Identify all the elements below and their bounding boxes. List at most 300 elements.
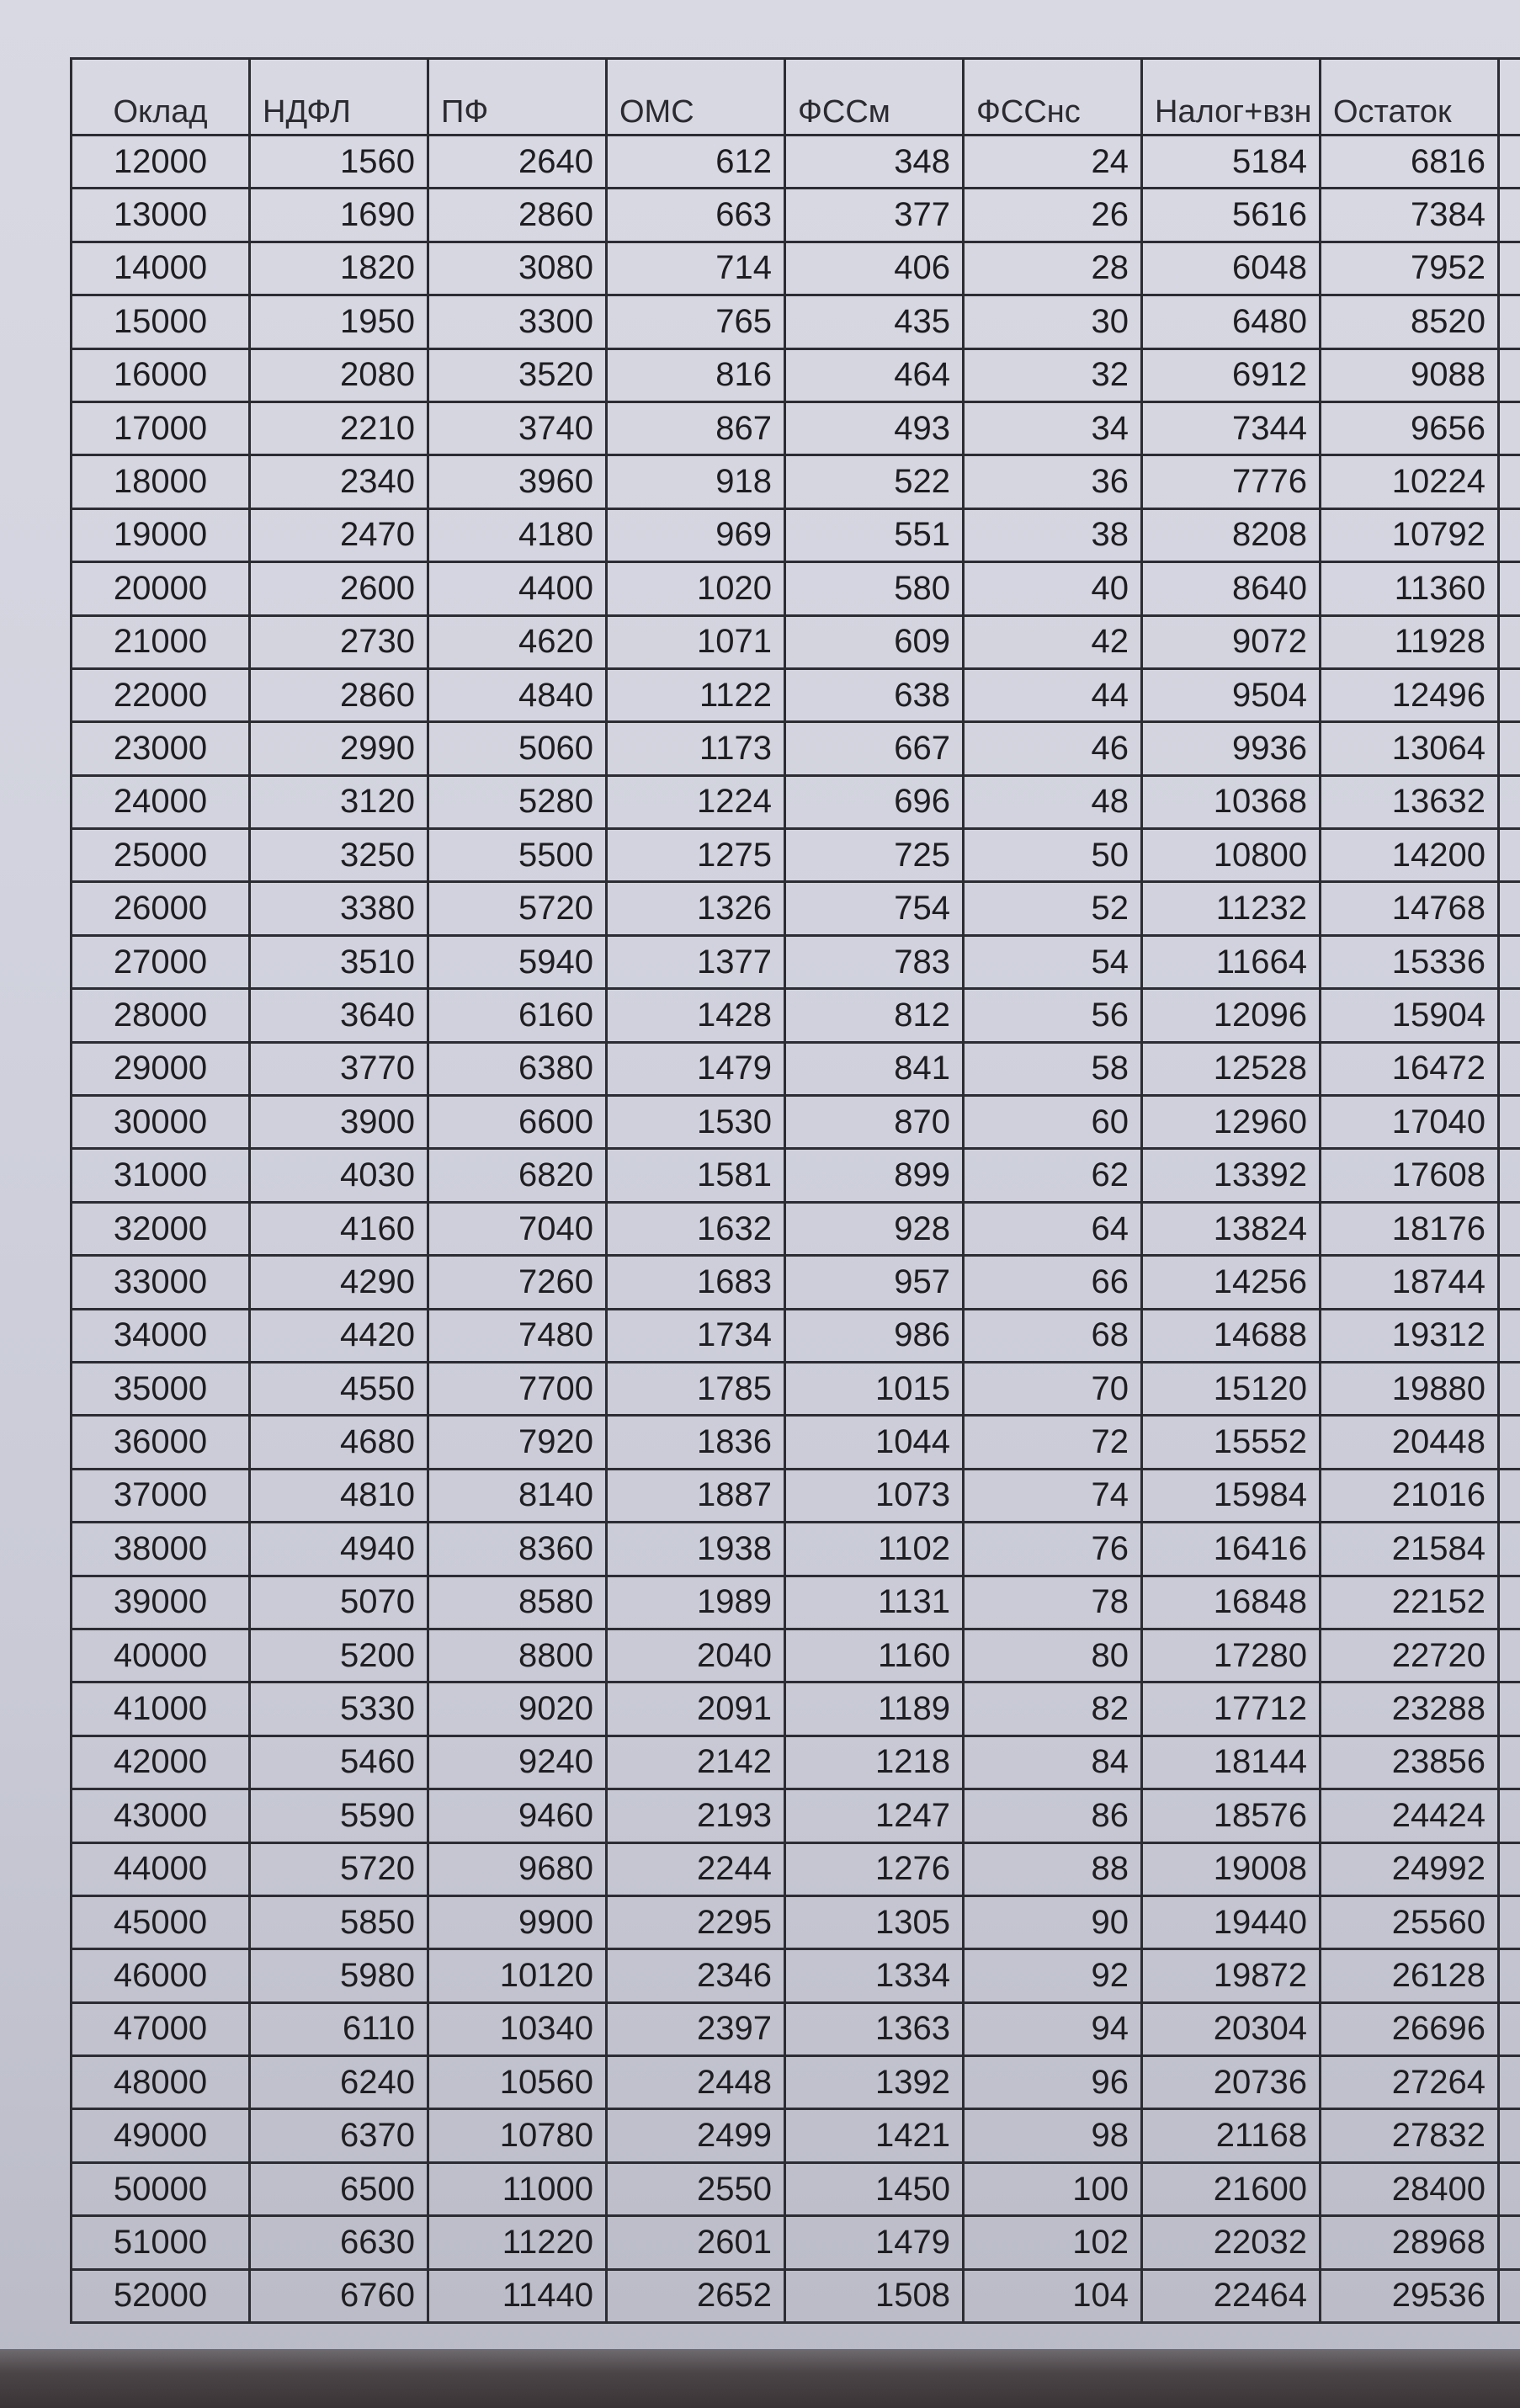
column-header-cropped xyxy=(1499,59,1520,136)
table-cell: 9936 xyxy=(1142,722,1321,775)
table-cell: 867 xyxy=(607,401,785,454)
table-cell: 1690 xyxy=(250,189,428,242)
table-cell: 9240 xyxy=(428,1736,607,1789)
table-cell: 1392 xyxy=(785,2056,964,2109)
table-cell: 28400 xyxy=(1321,2162,1499,2215)
table-cell: 32000 xyxy=(72,1202,250,1255)
table-cell: 3120 xyxy=(250,775,428,828)
table-cell: 9020 xyxy=(428,1682,607,1736)
table-cell: 2470 xyxy=(250,508,428,561)
table-cell: 10780 xyxy=(428,2109,607,2162)
table-cell-cropped xyxy=(1499,1469,1520,1522)
table-cell: 1218 xyxy=(785,1736,964,1789)
table-cell: 44 xyxy=(964,668,1142,721)
table-row xyxy=(72,1682,1520,1736)
table-cell: 84 xyxy=(964,1736,1142,1789)
table-cell: 1275 xyxy=(607,829,785,882)
table-cell: 78 xyxy=(964,1576,1142,1629)
table-cell: 2601 xyxy=(607,2216,785,2269)
table-cell: 38000 xyxy=(72,1523,250,1576)
table-row xyxy=(72,1362,1520,1415)
table-cell: 18144 xyxy=(1142,1736,1321,1789)
table-cell: 765 xyxy=(607,295,785,348)
table-cell-cropped xyxy=(1499,668,1520,721)
table-cell: 15552 xyxy=(1142,1416,1321,1469)
table-row xyxy=(72,1789,1520,1842)
table-cell-cropped xyxy=(1499,1096,1520,1149)
table-cell: 7776 xyxy=(1142,455,1321,508)
table-row xyxy=(72,1949,1520,2002)
table-cell: 12000 xyxy=(72,136,250,189)
table-body xyxy=(72,136,1520,2323)
table-cell: 4290 xyxy=(250,1256,428,1309)
table-cell: 1734 xyxy=(607,1309,785,1362)
table-cell: 435 xyxy=(785,295,964,348)
table-cell: 5720 xyxy=(428,882,607,935)
table-cell: 2730 xyxy=(250,615,428,668)
table-cell: 12496 xyxy=(1321,668,1499,721)
table-cell: 20736 xyxy=(1142,2056,1321,2109)
table-cell: 15904 xyxy=(1321,989,1499,1042)
table-cell-cropped xyxy=(1499,1523,1520,1576)
table-cell: 6240 xyxy=(250,2056,428,2109)
table-cell: 18000 xyxy=(72,455,250,508)
table-cell: 8800 xyxy=(428,1629,607,1682)
table-cell: 11232 xyxy=(1142,882,1321,935)
table-cell: 18176 xyxy=(1321,1202,1499,1255)
table-cell: 1785 xyxy=(607,1362,785,1415)
table-cell: 31000 xyxy=(72,1149,250,1202)
table-cell: 19008 xyxy=(1142,1842,1321,1895)
table-cell: 90 xyxy=(964,1895,1142,1948)
table-row xyxy=(72,935,1520,988)
table-cell: 40 xyxy=(964,562,1142,615)
table-cell: 6912 xyxy=(1142,348,1321,401)
table-cell: 1632 xyxy=(607,1202,785,1255)
table-cell: 2397 xyxy=(607,2002,785,2055)
table-cell: 19312 xyxy=(1321,1309,1499,1362)
table-cell: 1530 xyxy=(607,1096,785,1149)
table-cell: 11664 xyxy=(1142,935,1321,988)
table-cell: 7952 xyxy=(1321,242,1499,295)
table-cell: 52 xyxy=(964,882,1142,935)
table-cell: 899 xyxy=(785,1149,964,1202)
column-header-accident-insurance: ФССнс xyxy=(964,59,1142,136)
table-cell: 12960 xyxy=(1142,1096,1321,1149)
table-cell: 22032 xyxy=(1142,2216,1321,2269)
table-cell: 13824 xyxy=(1142,1202,1321,1255)
table-cell: 29536 xyxy=(1321,2269,1499,2322)
table-cell: 493 xyxy=(785,401,964,454)
table-cell: 2550 xyxy=(607,2162,785,2215)
table-cell-cropped xyxy=(1499,562,1520,615)
table-cell: 5720 xyxy=(250,1842,428,1895)
table-cell-cropped xyxy=(1499,2056,1520,2109)
table-cell: 36000 xyxy=(72,1416,250,1469)
table-row xyxy=(72,989,1520,1042)
table-cell: 5330 xyxy=(250,1682,428,1736)
background-edge xyxy=(0,2349,1520,2408)
table-cell: 928 xyxy=(785,1202,964,1255)
table-cell: 2244 xyxy=(607,1842,785,1895)
table-cell-cropped xyxy=(1499,935,1520,988)
table-cell: 62 xyxy=(964,1149,1142,1202)
table-cell: 9088 xyxy=(1321,348,1499,401)
table-cell: 86 xyxy=(964,1789,1142,1842)
table-cell: 2040 xyxy=(607,1629,785,1682)
table-row xyxy=(72,2056,1520,2109)
table-cell: 5500 xyxy=(428,829,607,882)
table-cell: 5850 xyxy=(250,1895,428,1948)
table-cell: 1073 xyxy=(785,1469,964,1522)
column-header-income-tax: НДФЛ xyxy=(250,59,428,136)
table-row xyxy=(72,2269,1520,2322)
table-cell: 2600 xyxy=(250,562,428,615)
table-cell: 14688 xyxy=(1142,1309,1321,1362)
table-cell: 1450 xyxy=(785,2162,964,2215)
table-cell: 1377 xyxy=(607,935,785,988)
table-cell: 20448 xyxy=(1321,1416,1499,1469)
table-cell: 23288 xyxy=(1321,1682,1499,1736)
table-cell: 27832 xyxy=(1321,2109,1499,2162)
table-cell: 754 xyxy=(785,882,964,935)
table-cell: 22000 xyxy=(72,668,250,721)
table-row xyxy=(72,1149,1520,1202)
table-cell: 3520 xyxy=(428,348,607,401)
table-cell: 1421 xyxy=(785,2109,964,2162)
table-cell: 4680 xyxy=(250,1416,428,1469)
table-cell: 4400 xyxy=(428,562,607,615)
table-cell: 19872 xyxy=(1142,1949,1321,2002)
table-cell: 4840 xyxy=(428,668,607,721)
table-cell-cropped xyxy=(1499,1042,1520,1095)
table-cell: 1044 xyxy=(785,1416,964,1469)
table-cell: 5184 xyxy=(1142,136,1321,189)
table-cell-cropped xyxy=(1499,2162,1520,2215)
table-cell: 8580 xyxy=(428,1576,607,1629)
table-cell: 6380 xyxy=(428,1042,607,1095)
table-cell: 1020 xyxy=(607,562,785,615)
table-cell: 21016 xyxy=(1321,1469,1499,1522)
table-cell: 102 xyxy=(964,2216,1142,2269)
table-cell: 7040 xyxy=(428,1202,607,1255)
table-cell: 7384 xyxy=(1321,189,1499,242)
table-cell: 6600 xyxy=(428,1096,607,1149)
table-cell: 18744 xyxy=(1321,1256,1499,1309)
table-cell: 6500 xyxy=(250,2162,428,2215)
table-cell: 4030 xyxy=(250,1149,428,1202)
table-cell: 68 xyxy=(964,1309,1142,1362)
table-cell: 17712 xyxy=(1142,1682,1321,1736)
table-cell: 46000 xyxy=(72,1949,250,2002)
table-cell: 5616 xyxy=(1142,189,1321,242)
table-cell: 957 xyxy=(785,1256,964,1309)
table-row xyxy=(72,775,1520,828)
table-cell: 58 xyxy=(964,1042,1142,1095)
table-cell: 2080 xyxy=(250,348,428,401)
table-cell: 51000 xyxy=(72,2216,250,2269)
table-row xyxy=(72,2162,1520,2215)
table-row xyxy=(72,1202,1520,1255)
table-cell-cropped xyxy=(1499,1202,1520,1255)
table-row xyxy=(72,668,1520,721)
table-cell: 19000 xyxy=(72,508,250,561)
table-cell: 1820 xyxy=(250,242,428,295)
table-cell: 3960 xyxy=(428,455,607,508)
column-header-tax-plus-contributions: Налог+взн xyxy=(1142,59,1321,136)
table-cell: 7700 xyxy=(428,1362,607,1415)
table-cell: 841 xyxy=(785,1042,964,1095)
table-cell: 9680 xyxy=(428,1842,607,1895)
table-row xyxy=(72,1736,1520,1789)
table-cell: 1938 xyxy=(607,1523,785,1576)
table-cell: 13000 xyxy=(72,189,250,242)
table-cell: 696 xyxy=(785,775,964,828)
table-cell: 6048 xyxy=(1142,242,1321,295)
table-cell: 38 xyxy=(964,508,1142,561)
table-row xyxy=(72,136,1520,189)
table-cell: 10120 xyxy=(428,1949,607,2002)
table-cell: 52000 xyxy=(72,2269,250,2322)
table-cell: 6370 xyxy=(250,2109,428,2162)
table-cell: 551 xyxy=(785,508,964,561)
table-cell: 5980 xyxy=(250,1949,428,2002)
table-cell-cropped xyxy=(1499,2269,1520,2322)
table-cell: 17608 xyxy=(1321,1149,1499,1202)
table-cell-cropped xyxy=(1499,2109,1520,2162)
table-cell: 70 xyxy=(964,1362,1142,1415)
table-row xyxy=(72,722,1520,775)
table-cell-cropped xyxy=(1499,401,1520,454)
table-cell: 46 xyxy=(964,722,1142,775)
table-cell: 1334 xyxy=(785,1949,964,2002)
table-cell: 580 xyxy=(785,562,964,615)
table-cell: 3380 xyxy=(250,882,428,935)
table-row xyxy=(72,2216,1520,2269)
table-cell: 26128 xyxy=(1321,1949,1499,2002)
table-cell: 17280 xyxy=(1142,1629,1321,1682)
table-cell: 4420 xyxy=(250,1309,428,1362)
table-cell: 1247 xyxy=(785,1789,964,1842)
table-row xyxy=(72,295,1520,348)
table-cell: 7344 xyxy=(1142,401,1321,454)
table-row xyxy=(72,1895,1520,1948)
table-cell: 9504 xyxy=(1142,668,1321,721)
table-cell: 7920 xyxy=(428,1416,607,1469)
table-cell: 609 xyxy=(785,615,964,668)
column-header-salary: Оклад xyxy=(72,59,250,136)
table-cell: 76 xyxy=(964,1523,1142,1576)
column-header-social-insurance: ФССм xyxy=(785,59,964,136)
table-cell-cropped xyxy=(1499,1789,1520,1842)
table-cell-cropped xyxy=(1499,508,1520,561)
table-cell: 56 xyxy=(964,989,1142,1042)
table-cell: 15000 xyxy=(72,295,250,348)
table-cell-cropped xyxy=(1499,1682,1520,1736)
table-cell: 48000 xyxy=(72,2056,250,2109)
table-cell: 9656 xyxy=(1321,401,1499,454)
table-cell: 36 xyxy=(964,455,1142,508)
table-cell: 66 xyxy=(964,1256,1142,1309)
table-cell: 3640 xyxy=(250,989,428,1042)
table-cell: 2340 xyxy=(250,455,428,508)
table-cell: 24000 xyxy=(72,775,250,828)
table-cell: 100 xyxy=(964,2162,1142,2215)
table-cell: 1071 xyxy=(607,615,785,668)
table-row xyxy=(72,1842,1520,1895)
table-cell: 19880 xyxy=(1321,1362,1499,1415)
table-cell: 1428 xyxy=(607,989,785,1042)
table-cell: 6760 xyxy=(250,2269,428,2322)
table-cell: 1173 xyxy=(607,722,785,775)
table-cell: 33000 xyxy=(72,1256,250,1309)
table-cell-cropped xyxy=(1499,615,1520,668)
table-row xyxy=(72,1576,1520,1629)
table-cell: 816 xyxy=(607,348,785,401)
table-cell: 26696 xyxy=(1321,2002,1499,2055)
table-cell: 6110 xyxy=(250,2002,428,2055)
table-cell-cropped xyxy=(1499,1362,1520,1415)
table-cell: 26 xyxy=(964,189,1142,242)
table-cell: 5940 xyxy=(428,935,607,988)
table-cell: 19440 xyxy=(1142,1895,1321,1948)
table-cell: 50000 xyxy=(72,2162,250,2215)
table-cell: 34 xyxy=(964,401,1142,454)
table-row xyxy=(72,348,1520,401)
header-row xyxy=(72,59,1520,136)
table-cell: 464 xyxy=(785,348,964,401)
table-cell: 11220 xyxy=(428,2216,607,2269)
table-cell-cropped xyxy=(1499,1842,1520,1895)
table-row xyxy=(72,2109,1520,2162)
table-cell: 1479 xyxy=(785,2216,964,2269)
table-cell-cropped xyxy=(1499,348,1520,401)
table-cell-cropped xyxy=(1499,1149,1520,1202)
table-cell: 35000 xyxy=(72,1362,250,1415)
table-cell: 1160 xyxy=(785,1629,964,1682)
table-cell: 42 xyxy=(964,615,1142,668)
table-cell: 28000 xyxy=(72,989,250,1042)
table-cell: 1887 xyxy=(607,1469,785,1522)
table-cell: 32 xyxy=(964,348,1142,401)
table-cell: 12528 xyxy=(1142,1042,1321,1095)
table-cell: 18576 xyxy=(1142,1789,1321,1842)
table-cell: 10560 xyxy=(428,2056,607,2109)
table-cell: 8360 xyxy=(428,1523,607,1576)
table-cell: 2499 xyxy=(607,2109,785,2162)
table-row xyxy=(72,829,1520,882)
table-cell: 2990 xyxy=(250,722,428,775)
table-row xyxy=(72,189,1520,242)
table-cell: 17040 xyxy=(1321,1096,1499,1149)
table-cell: 34000 xyxy=(72,1309,250,1362)
table-cell: 82 xyxy=(964,1682,1142,1736)
table-cell: 29000 xyxy=(72,1042,250,1095)
table-cell: 47000 xyxy=(72,2002,250,2055)
table-cell-cropped xyxy=(1499,1629,1520,1682)
column-header-medical-insurance: ОМС xyxy=(607,59,785,136)
table-cell: 5060 xyxy=(428,722,607,775)
table-cell: 44000 xyxy=(72,1842,250,1895)
table-cell-cropped xyxy=(1499,1736,1520,1789)
table-cell: 969 xyxy=(607,508,785,561)
table-cell-cropped xyxy=(1499,295,1520,348)
table-cell: 5590 xyxy=(250,1789,428,1842)
table-cell: 25000 xyxy=(72,829,250,882)
table-cell: 21168 xyxy=(1142,2109,1321,2162)
table-cell: 43000 xyxy=(72,1789,250,1842)
table-row xyxy=(72,562,1520,615)
table-cell: 667 xyxy=(785,722,964,775)
table-cell: 22464 xyxy=(1142,2269,1321,2322)
table-cell: 21600 xyxy=(1142,2162,1321,2215)
table-cell: 783 xyxy=(785,935,964,988)
table-cell: 60 xyxy=(964,1096,1142,1149)
table-cell: 1015 xyxy=(785,1362,964,1415)
table-cell: 3300 xyxy=(428,295,607,348)
table-cell: 11928 xyxy=(1321,615,1499,668)
salary-tax-table-container xyxy=(70,57,1520,2324)
table-cell: 4160 xyxy=(250,1202,428,1255)
table-cell: 94 xyxy=(964,2002,1142,2055)
table-cell: 1276 xyxy=(785,1842,964,1895)
table-cell: 1305 xyxy=(785,1895,964,1948)
table-row xyxy=(72,1256,1520,1309)
table-cell: 92 xyxy=(964,1949,1142,2002)
table-cell: 28 xyxy=(964,242,1142,295)
table-cell: 17000 xyxy=(72,401,250,454)
table-cell: 26000 xyxy=(72,882,250,935)
table-cell: 6820 xyxy=(428,1149,607,1202)
table-cell: 30000 xyxy=(72,1096,250,1149)
table-cell: 8140 xyxy=(428,1469,607,1522)
table-cell: 24 xyxy=(964,136,1142,189)
table-cell: 2193 xyxy=(607,1789,785,1842)
table-cell: 41000 xyxy=(72,1682,250,1736)
table-cell: 1363 xyxy=(785,2002,964,2055)
table-row xyxy=(72,2002,1520,2055)
table-cell: 80 xyxy=(964,1629,1142,1682)
table-cell: 3250 xyxy=(250,829,428,882)
salary-tax-table xyxy=(70,57,1520,2324)
table-cell: 812 xyxy=(785,989,964,1042)
table-cell: 16848 xyxy=(1142,1576,1321,1629)
table-cell: 2346 xyxy=(607,1949,785,2002)
table-cell: 714 xyxy=(607,242,785,295)
table-cell: 7260 xyxy=(428,1256,607,1309)
table-row xyxy=(72,508,1520,561)
table-row xyxy=(72,1096,1520,1149)
table-cell: 2091 xyxy=(607,1682,785,1736)
table-cell: 2640 xyxy=(428,136,607,189)
table-cell: 3080 xyxy=(428,242,607,295)
table-cell: 50 xyxy=(964,829,1142,882)
table-cell: 2210 xyxy=(250,401,428,454)
table-cell: 10368 xyxy=(1142,775,1321,828)
table-row xyxy=(72,882,1520,935)
table-cell: 5280 xyxy=(428,775,607,828)
table-cell: 11440 xyxy=(428,2269,607,2322)
table-cell: 88 xyxy=(964,1842,1142,1895)
table-row xyxy=(72,242,1520,295)
table-cell: 42000 xyxy=(72,1736,250,1789)
table-cell: 24992 xyxy=(1321,1842,1499,1895)
table-cell: 24424 xyxy=(1321,1789,1499,1842)
table-cell: 4620 xyxy=(428,615,607,668)
table-cell: 25560 xyxy=(1321,1895,1499,1948)
table-cell: 6480 xyxy=(1142,295,1321,348)
table-cell: 986 xyxy=(785,1309,964,1362)
